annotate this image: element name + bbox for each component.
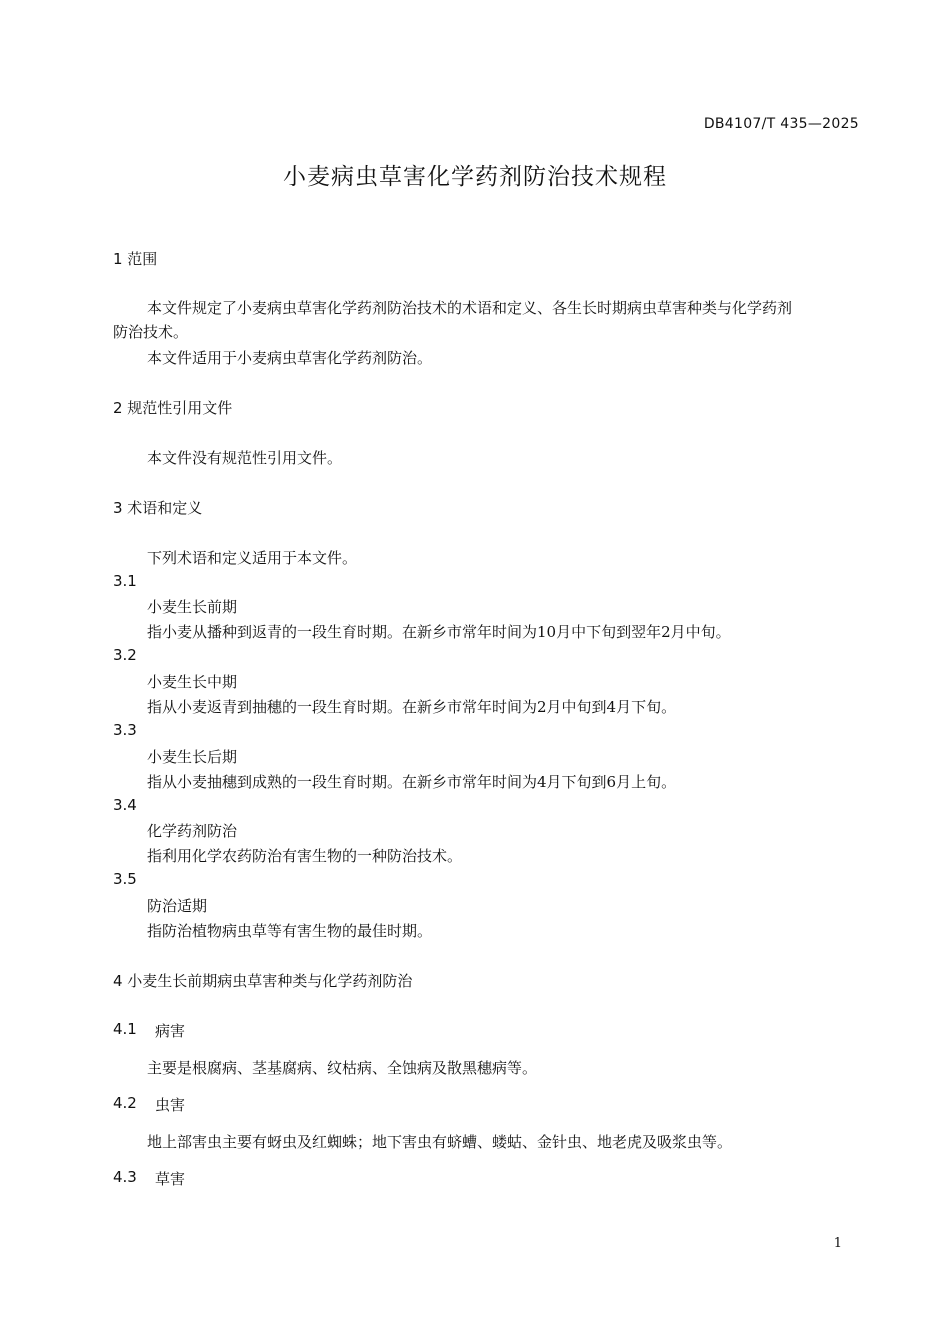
section-2-para-1: 本文件没有规范性引用文件。 bbox=[147, 449, 343, 467]
subsection-4-2-number: 4.2 bbox=[113, 1094, 137, 1112]
term-3-4-name: 化学药剂防治 bbox=[147, 822, 238, 840]
term-3-5-definition: 指防治植物病虫草等有害生物的最佳时期。 bbox=[147, 922, 433, 940]
section-1-para-1-line-2: 防治技术。 bbox=[113, 323, 189, 341]
term-3-3-definition: 指从小麦抽穗到成熟的一段生育时期。在新乡市常年时间为4月下旬到6月上旬。 bbox=[147, 773, 677, 791]
page-number: 1 bbox=[833, 1236, 842, 1251]
term-3-5-number: 3.5 bbox=[113, 870, 137, 888]
term-3-1-number: 3.1 bbox=[113, 572, 137, 590]
document-title: 小麦病虫草害化学药剂防治技术规程 bbox=[283, 164, 667, 190]
term-3-3-number: 3.3 bbox=[113, 721, 137, 739]
subsection-4-2-text: 地上部害虫主要有蚜虫及红蜘蛛；地下害虫有蛴螬、蝼蛄、金针虫、地老虎及吸浆虫等。 bbox=[147, 1133, 733, 1151]
doc-number: DB4107/T 435—2025 bbox=[703, 116, 859, 132]
section-1-para-1-line-1: 本文件规定了小麦病虫草害化学药剂防治技术的术语和定义、各生长时期病虫草害种类与化学药剂 bbox=[147, 299, 793, 317]
section-1-heading: 1 范围 bbox=[113, 250, 158, 268]
subsection-4-3-title: 草害 bbox=[155, 1170, 186, 1188]
term-3-5-name: 防治适期 bbox=[147, 897, 208, 915]
subsection-4-1-number: 4.1 bbox=[113, 1020, 137, 1038]
section-4-heading: 4 小麦生长前期病虫草害种类与化学药剂防治 bbox=[113, 972, 413, 990]
section-2-heading: 2 规范性引用文件 bbox=[113, 399, 233, 417]
subsection-4-1-text: 主要是根腐病、茎基腐病、纹枯病、全蚀病及散黑穗病等。 bbox=[147, 1059, 538, 1077]
term-3-2-name: 小麦生长中期 bbox=[147, 673, 238, 691]
subsection-4-3-number: 4.3 bbox=[113, 1168, 137, 1186]
section-1-para-2: 本文件适用于小麦病虫草害化学药剂防治。 bbox=[147, 349, 433, 367]
subsection-4-1-title: 病害 bbox=[155, 1022, 186, 1040]
term-3-2-definition: 指从小麦返青到抽穗的一段生育时期。在新乡市常年时间为2月中旬到4月下旬。 bbox=[147, 698, 677, 716]
term-3-2-number: 3.2 bbox=[113, 646, 137, 664]
section-3-intro: 下列术语和定义适用于本文件。 bbox=[147, 549, 358, 567]
term-3-3-name: 小麦生长后期 bbox=[147, 748, 238, 766]
subsection-4-2-title: 虫害 bbox=[155, 1096, 186, 1114]
term-3-4-definition: 指利用化学农药防治有害生物的一种防治技术。 bbox=[147, 847, 463, 865]
term-3-4-number: 3.4 bbox=[113, 796, 137, 814]
term-3-1-name: 小麦生长前期 bbox=[147, 598, 238, 616]
section-3-heading: 3 术语和定义 bbox=[113, 499, 203, 517]
term-3-1-definition: 指小麦从播种到返青的一段生育时期。在新乡市常年时间为10月中下旬到翌年2月中旬。 bbox=[147, 623, 731, 641]
